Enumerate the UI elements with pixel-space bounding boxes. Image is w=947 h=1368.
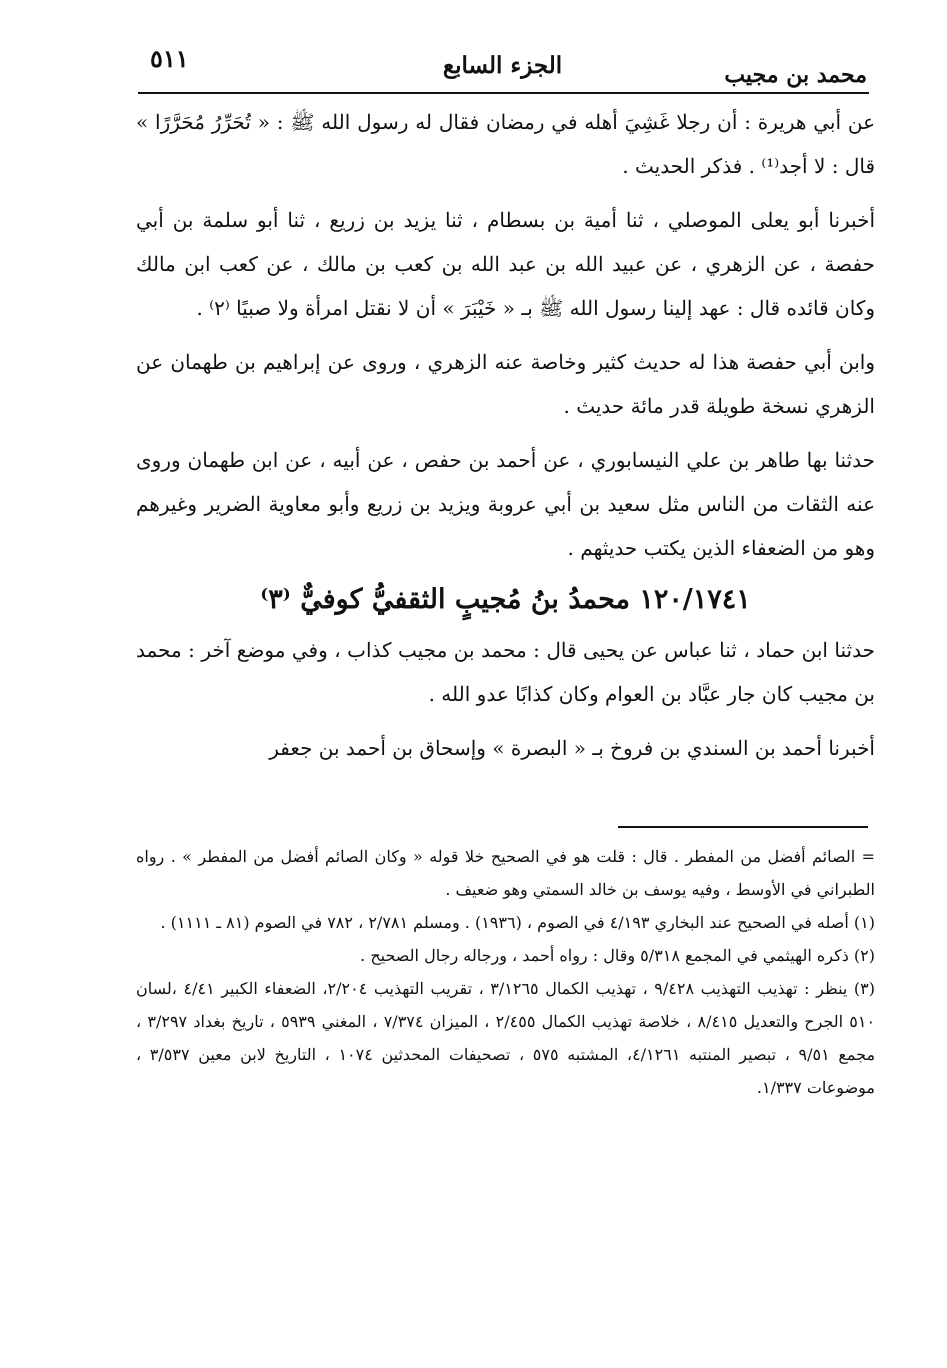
page-number: ٥١١: [150, 44, 189, 73]
running-head-entry: محمد بن مجيب: [724, 62, 867, 88]
paragraph-4: حدثنا بها طاهر بن علي النيسابوري ، عن أحمد بن حفص ، عن أبيه ، عن ابن طهمان وروى عنه الثقات من الناس مثل سعيد بن أبي عروبة ويزيد بن زريع وأبو معاوية الضرير وغيرهم وهو من الضعفاء الذين يكتب حديثهم .: [136, 448, 875, 560]
paragraph-1: عن أبي هريرة : أن رجلا غَشِيَ أهله في رمضان فقال له رسول الله ﷺ : « تُحَرِّرُ مُحَرَّرًا » قال : لا أجد⁽¹⁾ . فذكر الحديث .: [136, 110, 875, 178]
paragraph-5: حدثنا ابن حماد ، ثنا عباس عن يحيى قال : محمد بن مجيب كذاب ، وفي موضع آخر : محمد بن مجيب كان جار عبَّاد بن العوام وكان كذابًا عدو الله .: [136, 638, 875, 706]
footnote-2: (٢) ذكره الهيثمي في المجمع ٥/٣١٨ وقال : رواه أحمد ، ورجاله رجال الصحيح .: [360, 946, 875, 965]
volume-title: الجزء السابع: [442, 52, 563, 79]
page-header: [138, 40, 867, 90]
footnotes: [136, 840, 875, 1104]
main-text: [136, 100, 875, 770]
entry-heading: ١٢٠/١٧٤١ محمدُ بنُ مُجيبٍ الثقفيُّ كوفيٌّ ⁽٣⁾: [260, 584, 751, 615]
paragraph-2: أخبرنا أبو يعلى الموصلي ، ثنا أمية بن بسطام ، ثنا يزيد بن زريع ، ثنا أبو سلمة بن أبي حفصة ، عن الزهري ، عن عبيد الله بن عبد الله بن كعب بن مالك ، عن كعب ابن مالك وكان قائده قال : عهد إلينا رسول الله ﷺ بـ « خَيْبَرَ » أن لا نقتل امرأة ولا صبيًا ⁽٢⁾ .: [136, 208, 875, 320]
paragraph-3: وابن أبي حفصة هذا له حديث كثير وخاصة عنه الزهري ، وروى عن إبراهيم بن طهمان عن الزهري نسخة طويلة قدر مائة حديث .: [136, 350, 875, 418]
footnote-1: (١) أصله في الصحيح عند البخاري ٤/١٩٣ في الصوم ، (١٩٣٦) . ومسلم ٢/٧٨١ ، ٧٨٢ في الصوم (٨١ ـ ١١١١) .: [160, 913, 875, 932]
paragraph-6: أخبرنا أحمد بن السندي بن فروخ بـ « البصرة » وإسحاق بن أحمد بن جعفر: [269, 736, 875, 760]
footnote-continued: = الصائم أفضل من المفطر . قال : قلت هو في الصحيح خلا قوله « وكان الصائم أفضل من المفطر » . رواه الطبراني في الأوسط ، وفيه يوسف بن خالد السمتي وهو ضعيف .: [136, 847, 875, 899]
footnote-3: (٣) ينظر : تهذيب التهذيب ٩/٤٢٨ ، تهذيب الكمال ٣/١٢٦٥ ، تقريب التهذيب ٢/٢٠٤، الضعفاء الكبير ٤/٤١ ،لسان ٥١٠ الجرح والتعديل ٨/٤١٥ ، خلاصة تهذيب الكمال ٢/٤٥٥ ، الميزان ٧/٣٧٤ ، المغني ٥٩٣٩ ، تاريخ بغداد ٣/٢٩٧ ، مجمع ٩/٥١ ، تبصير المنتبه ٤/١٢٦١، المشتبه ٥٧٥ ، تصحيفات المحدثين ١٠٧٤ ، التاريخ لابن معين ٣/٥٣٧ ، موضوعات ١/٣٣٧.: [136, 979, 876, 1097]
header-rule: [138, 92, 869, 94]
footnote-rule: [618, 826, 868, 828]
